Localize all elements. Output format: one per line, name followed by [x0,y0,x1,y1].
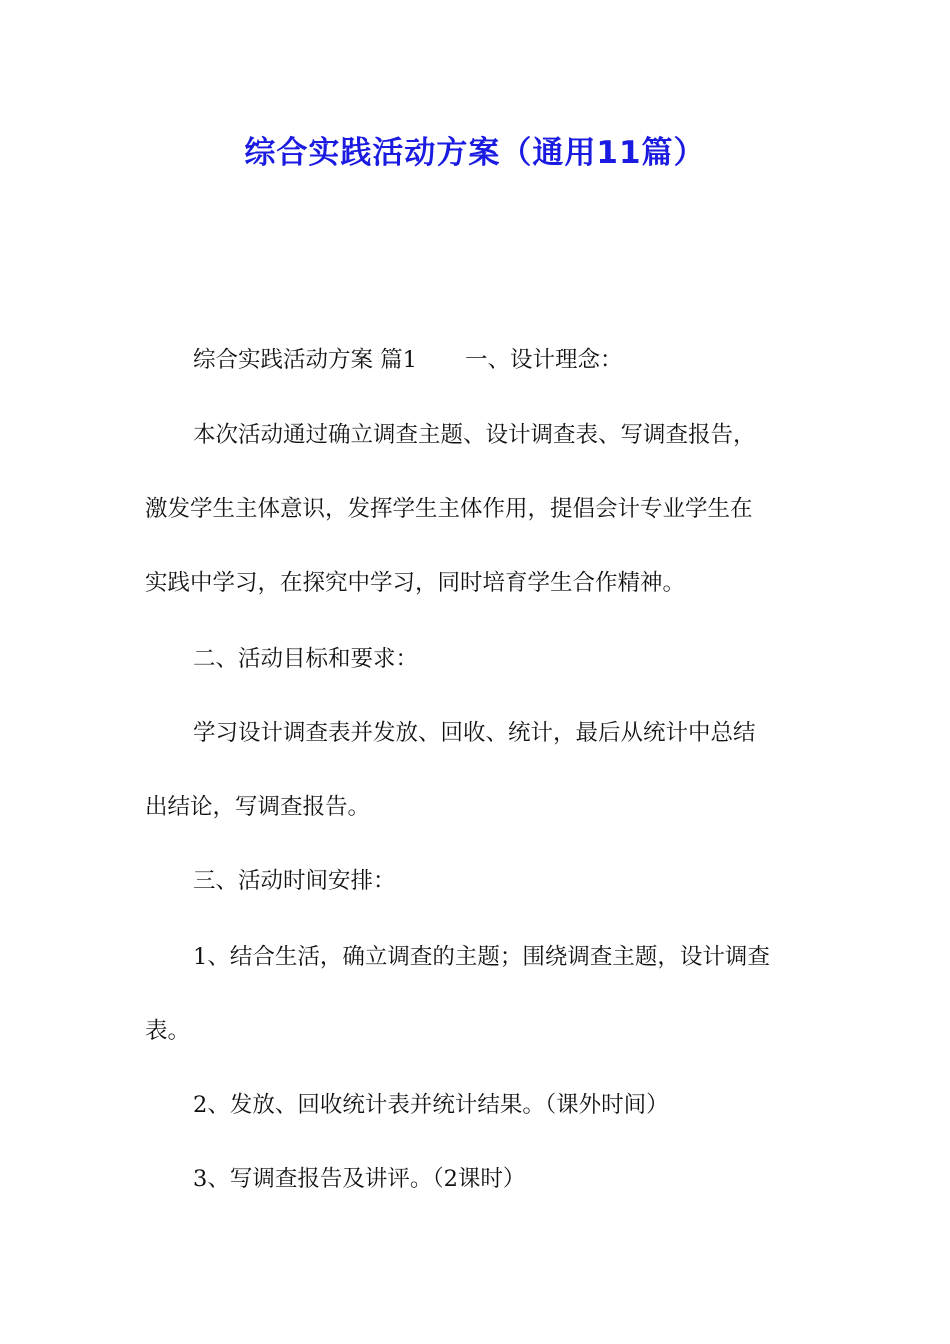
list-item: 3、写调查报告及讲评。（2课时） [193,1166,526,1192]
list-item: 1、结合生活，确立调查的主题；围绕调查主题，设计调查 [193,944,770,970]
paragraph-line: 实践中学习，在探究中学习，同时培育学生合作精神。 [145,570,686,596]
paragraph-line: 出结论，写调查报告。 [145,794,371,820]
document-title: 综合实践活动方案（通用11篇） [244,135,706,171]
paragraph-line: 激发学生主体意识，发挥学生主体作用，提倡会计专业学生在 [145,496,753,522]
paragraph-line: 学习设计调查表并发放、回收、统计，最后从统计中总结 [193,720,756,746]
paragraph-line: 本次活动通过确立调查主题、设计调查表、写调查报告， [193,422,756,448]
list-item: 2、发放、回收统计表并统计结果。（课外时间） [193,1092,669,1118]
list-item-continuation: 表。 [145,1018,191,1044]
section-heading-schedule: 三、活动时间安排： [193,868,396,894]
section-heading-goals: 二、活动目标和要求： [193,646,419,672]
article-heading: 综合实践活动方案 篇1 [193,347,417,373]
section-heading-design-concept: 一、设计理念： [464,347,623,373]
paragraph-section-1-heading [193,345,863,375]
